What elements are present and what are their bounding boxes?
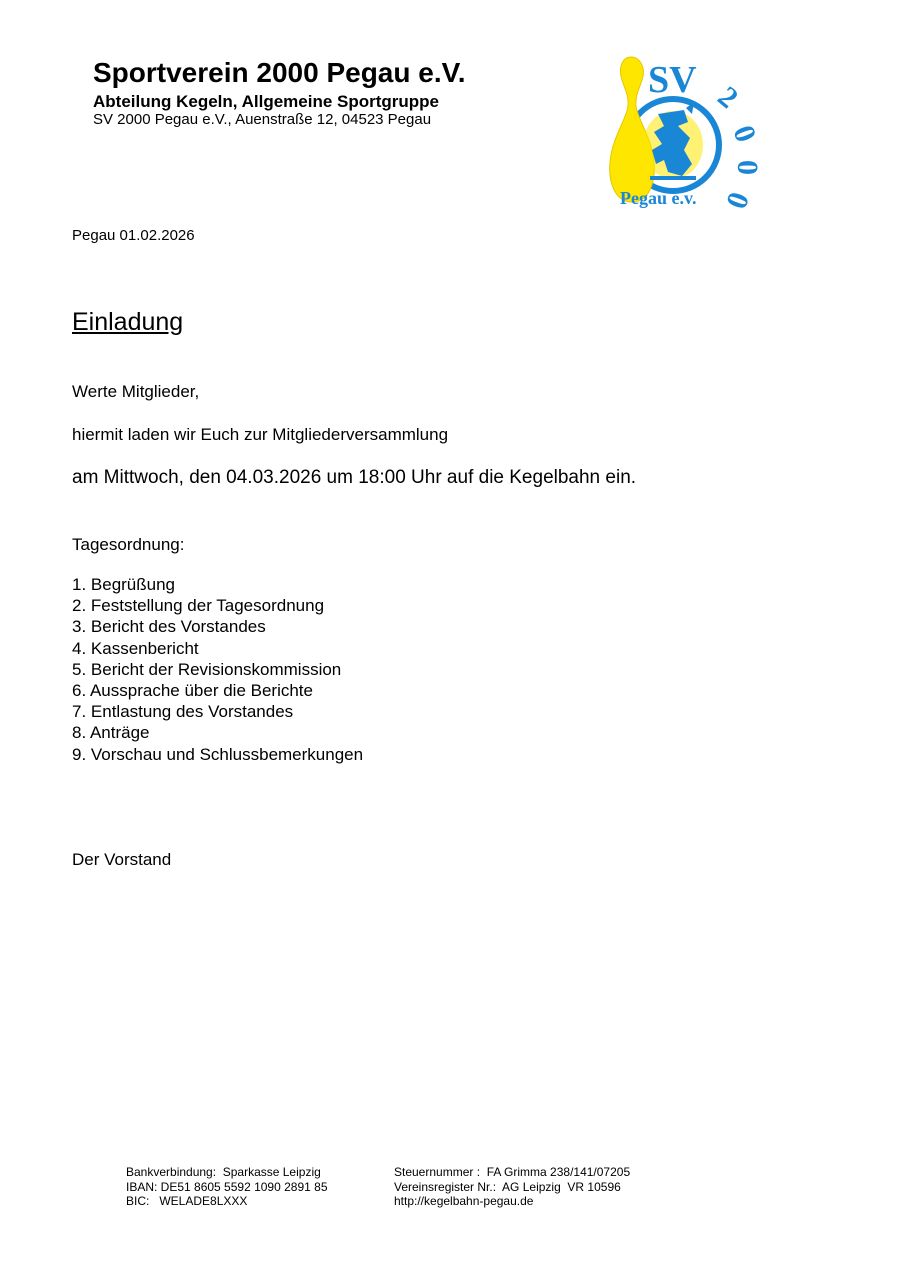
agenda-list [72,574,363,765]
agenda-item: 7. Entlastung des Vorstandes [72,702,294,722]
footer-registry-info [394,1165,630,1209]
footer-bank-info [126,1165,328,1209]
footer-line: IBAN: DE51 8605 5592 1090 2891 85 [126,1179,328,1194]
intro-text: hiermit laden wir Euch zur Mitgliederversammlung [72,425,449,444]
club-logo [598,52,768,217]
footer-link[interactable]: http://kegelbahn-pegau.de [394,1194,534,1208]
svg-text:0: 0 [726,121,763,147]
agenda-heading: Tagesordnung: [72,535,185,554]
footer-line: Vereinsregister Nr.: AG Leipzig VR 10596 [394,1179,621,1194]
footer-line: BIC: WELADE8LXXX [126,1194,248,1208]
agenda-item: 9. Vorschau und Schlussbemerkungen [72,744,364,764]
agenda-item: 4. Kassenbericht [72,638,199,658]
agenda-item: 2. Feststellung der Tagesordnung [72,596,325,616]
footer-line: Bankverbindung: Sparkasse Leipzig [126,1165,321,1179]
greeting: Werte Mitglieder, [72,382,200,401]
agenda-item: 1. Begrüßung [72,575,176,594]
lion-icon [643,102,703,180]
agenda-item: 8. Anträge [72,723,150,743]
svg-text:2: 2 [711,80,745,116]
org-department: Abteilung Kegeln, Allgemeine Sportgruppe [93,92,440,111]
org-name: Sportverein 2000 Pegau e.V. [93,57,466,88]
logo-place-text: Pegau e.v. [620,188,697,208]
footer-line: Steuernummer : FA Grimma 238/141/07205 [394,1165,631,1179]
logo-sv-text: SV [648,59,697,101]
agenda-item: 3. Bericht des Vorstandes [72,617,266,637]
letter-date: Pegau 01.02.2026 [72,227,195,244]
agenda-item: 5. Bericht der Revisionskommission [72,659,342,679]
signature: Der Vorstand [72,850,172,869]
letter-title: Einladung [72,308,184,336]
svg-text:0: 0 [719,187,756,213]
agenda-item: 6. Aussprache über die Berichte [72,681,313,701]
svg-text:0: 0 [731,160,764,175]
meeting-date-text: am Mittwoch, den 04.03.2026 um 18:00 Uhr auf die Kegelbahn ein. [72,467,637,488]
org-address: SV 2000 Pegau e.V., Auenstraße 12, 04523 Pegau [93,111,432,128]
